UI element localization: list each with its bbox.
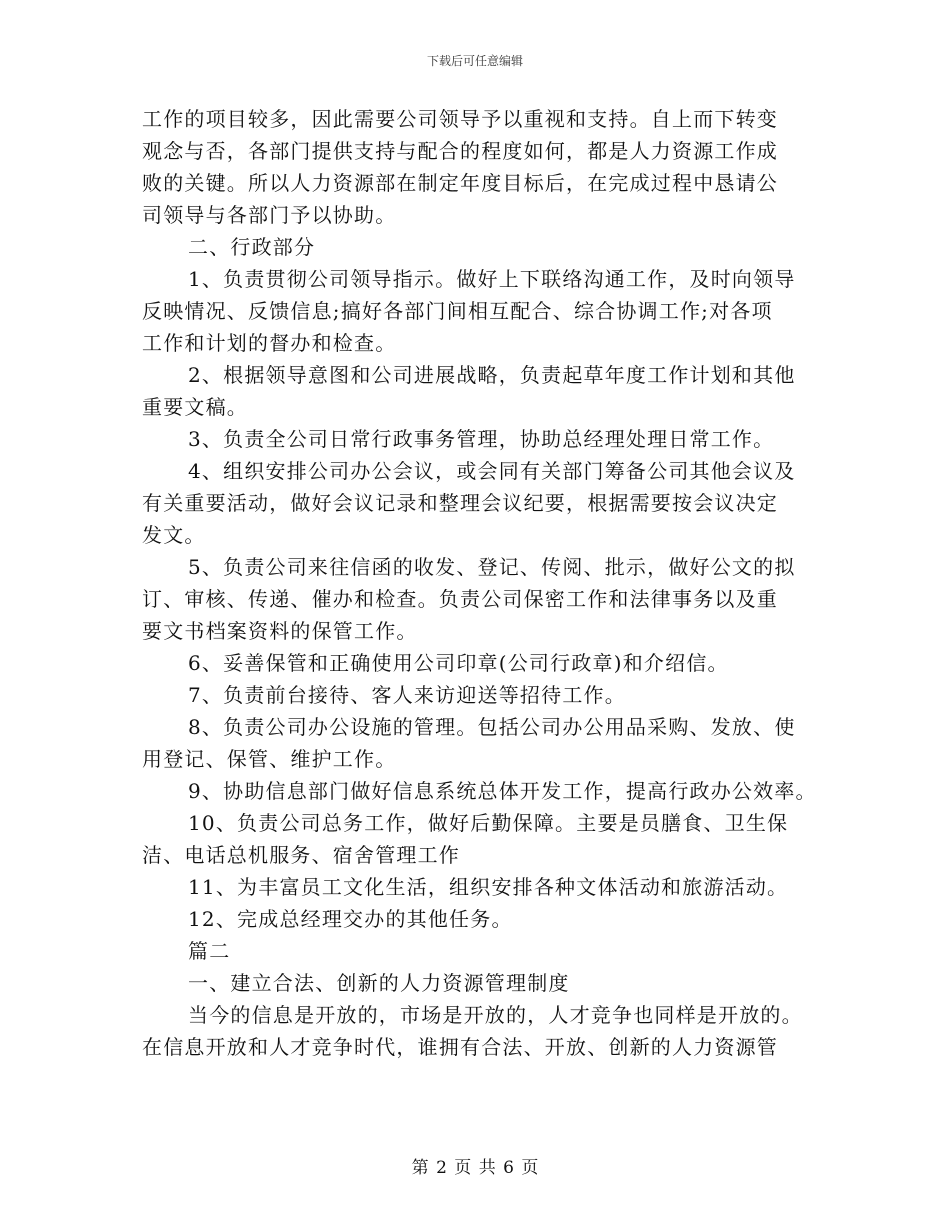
text-line: 发文。 [142,523,206,547]
text-line: 工作和计划的督办和检查。 [142,331,397,355]
document-body [142,103,822,1063]
text-line: 7、负责前台接待、客人来访迎送等招待工作。 [188,683,626,707]
text-line: 重要文稿。 [142,395,248,419]
text-line: 在信息开放和人才竞争时代，谁拥有合法、开放、创新的人力资源管 [142,1035,778,1059]
text-line: 10、负责公司总务工作，做好后勤保障。主要是员膳食、卫生保 [188,811,789,835]
section-heading: 篇二 [188,939,231,963]
text-line: 4、组织安排公司办公会议，或会同有关部门筹备公司其他会议及 [188,459,796,483]
section-heading: 二、行政部分 [188,235,316,259]
text-line: 5、负责公司来往信函的收发、登记、传阅、批示，做好公文的拟 [188,555,796,579]
text-line: 反映情况、反馈信息;搞好各部门间相互配合、综合协调工作;对各项 [142,299,773,323]
text-line: 要文书档案资料的保管工作。 [142,619,418,643]
page-number: 第 2 页 共 6 页 [411,1158,539,1178]
text-line: 观念与否，各部门提供支持与配合的程度如何，都是人力资源工作成 [142,139,778,163]
text-line: 败的关键。所以人力资源部在制定年度目标后，在完成过程中恳请公 [142,171,778,195]
text-line: 洁、电话总机服务、宿舍管理工作 [142,843,460,867]
text-line: 3、负责全公司日常行政事务管理，协助总经理处理日常工作。 [188,427,775,451]
text-line: 6、妥善保管和正确使用公司印章(公司行政章)和介绍信。 [188,651,729,675]
text-line: 司领导与各部门予以协助。 [142,203,397,227]
text-line: 有关重要活动，做好会议记录和整理会议纪要，根据需要按会议决定 [142,491,778,515]
text-line: 用登记、保管、维护工作。 [142,747,397,771]
text-line: 订、审核、传递、催办和检查。负责公司保密工作和法律事务以及重 [142,587,778,611]
text-line: 2、根据领导意图和公司进展战略，负责起草年度工作计划和其他 [188,363,796,387]
text-line: 11、为丰富员工文化生活，组织安排各种文体活动和旅游活动。 [188,875,789,899]
text-line: 9、协助信息部门做好信息系统总体开发工作，提高行政办公效率。 [188,779,817,803]
text-line: 当今的信息是开放的，市场是开放的，人才竞争也同样是开放的。 [188,1003,803,1027]
section-heading: 一、建立合法、创新的人力资源管理制度 [188,971,570,995]
text-line: 12、完成总经理交办的其他任务。 [188,907,513,931]
text-line: 8、负责公司办公设施的管理。包括公司办公用品采购、发放、使 [188,715,796,739]
text-line: 1、负责贯彻公司领导指示。做好上下联络沟通工作，及时向领导 [188,267,796,291]
text-line: 工作的项目较多，因此需要公司领导予以重视和支持。自上而下转变 [142,107,778,131]
page-header-note: 下载后可任意编辑 [426,54,523,68]
